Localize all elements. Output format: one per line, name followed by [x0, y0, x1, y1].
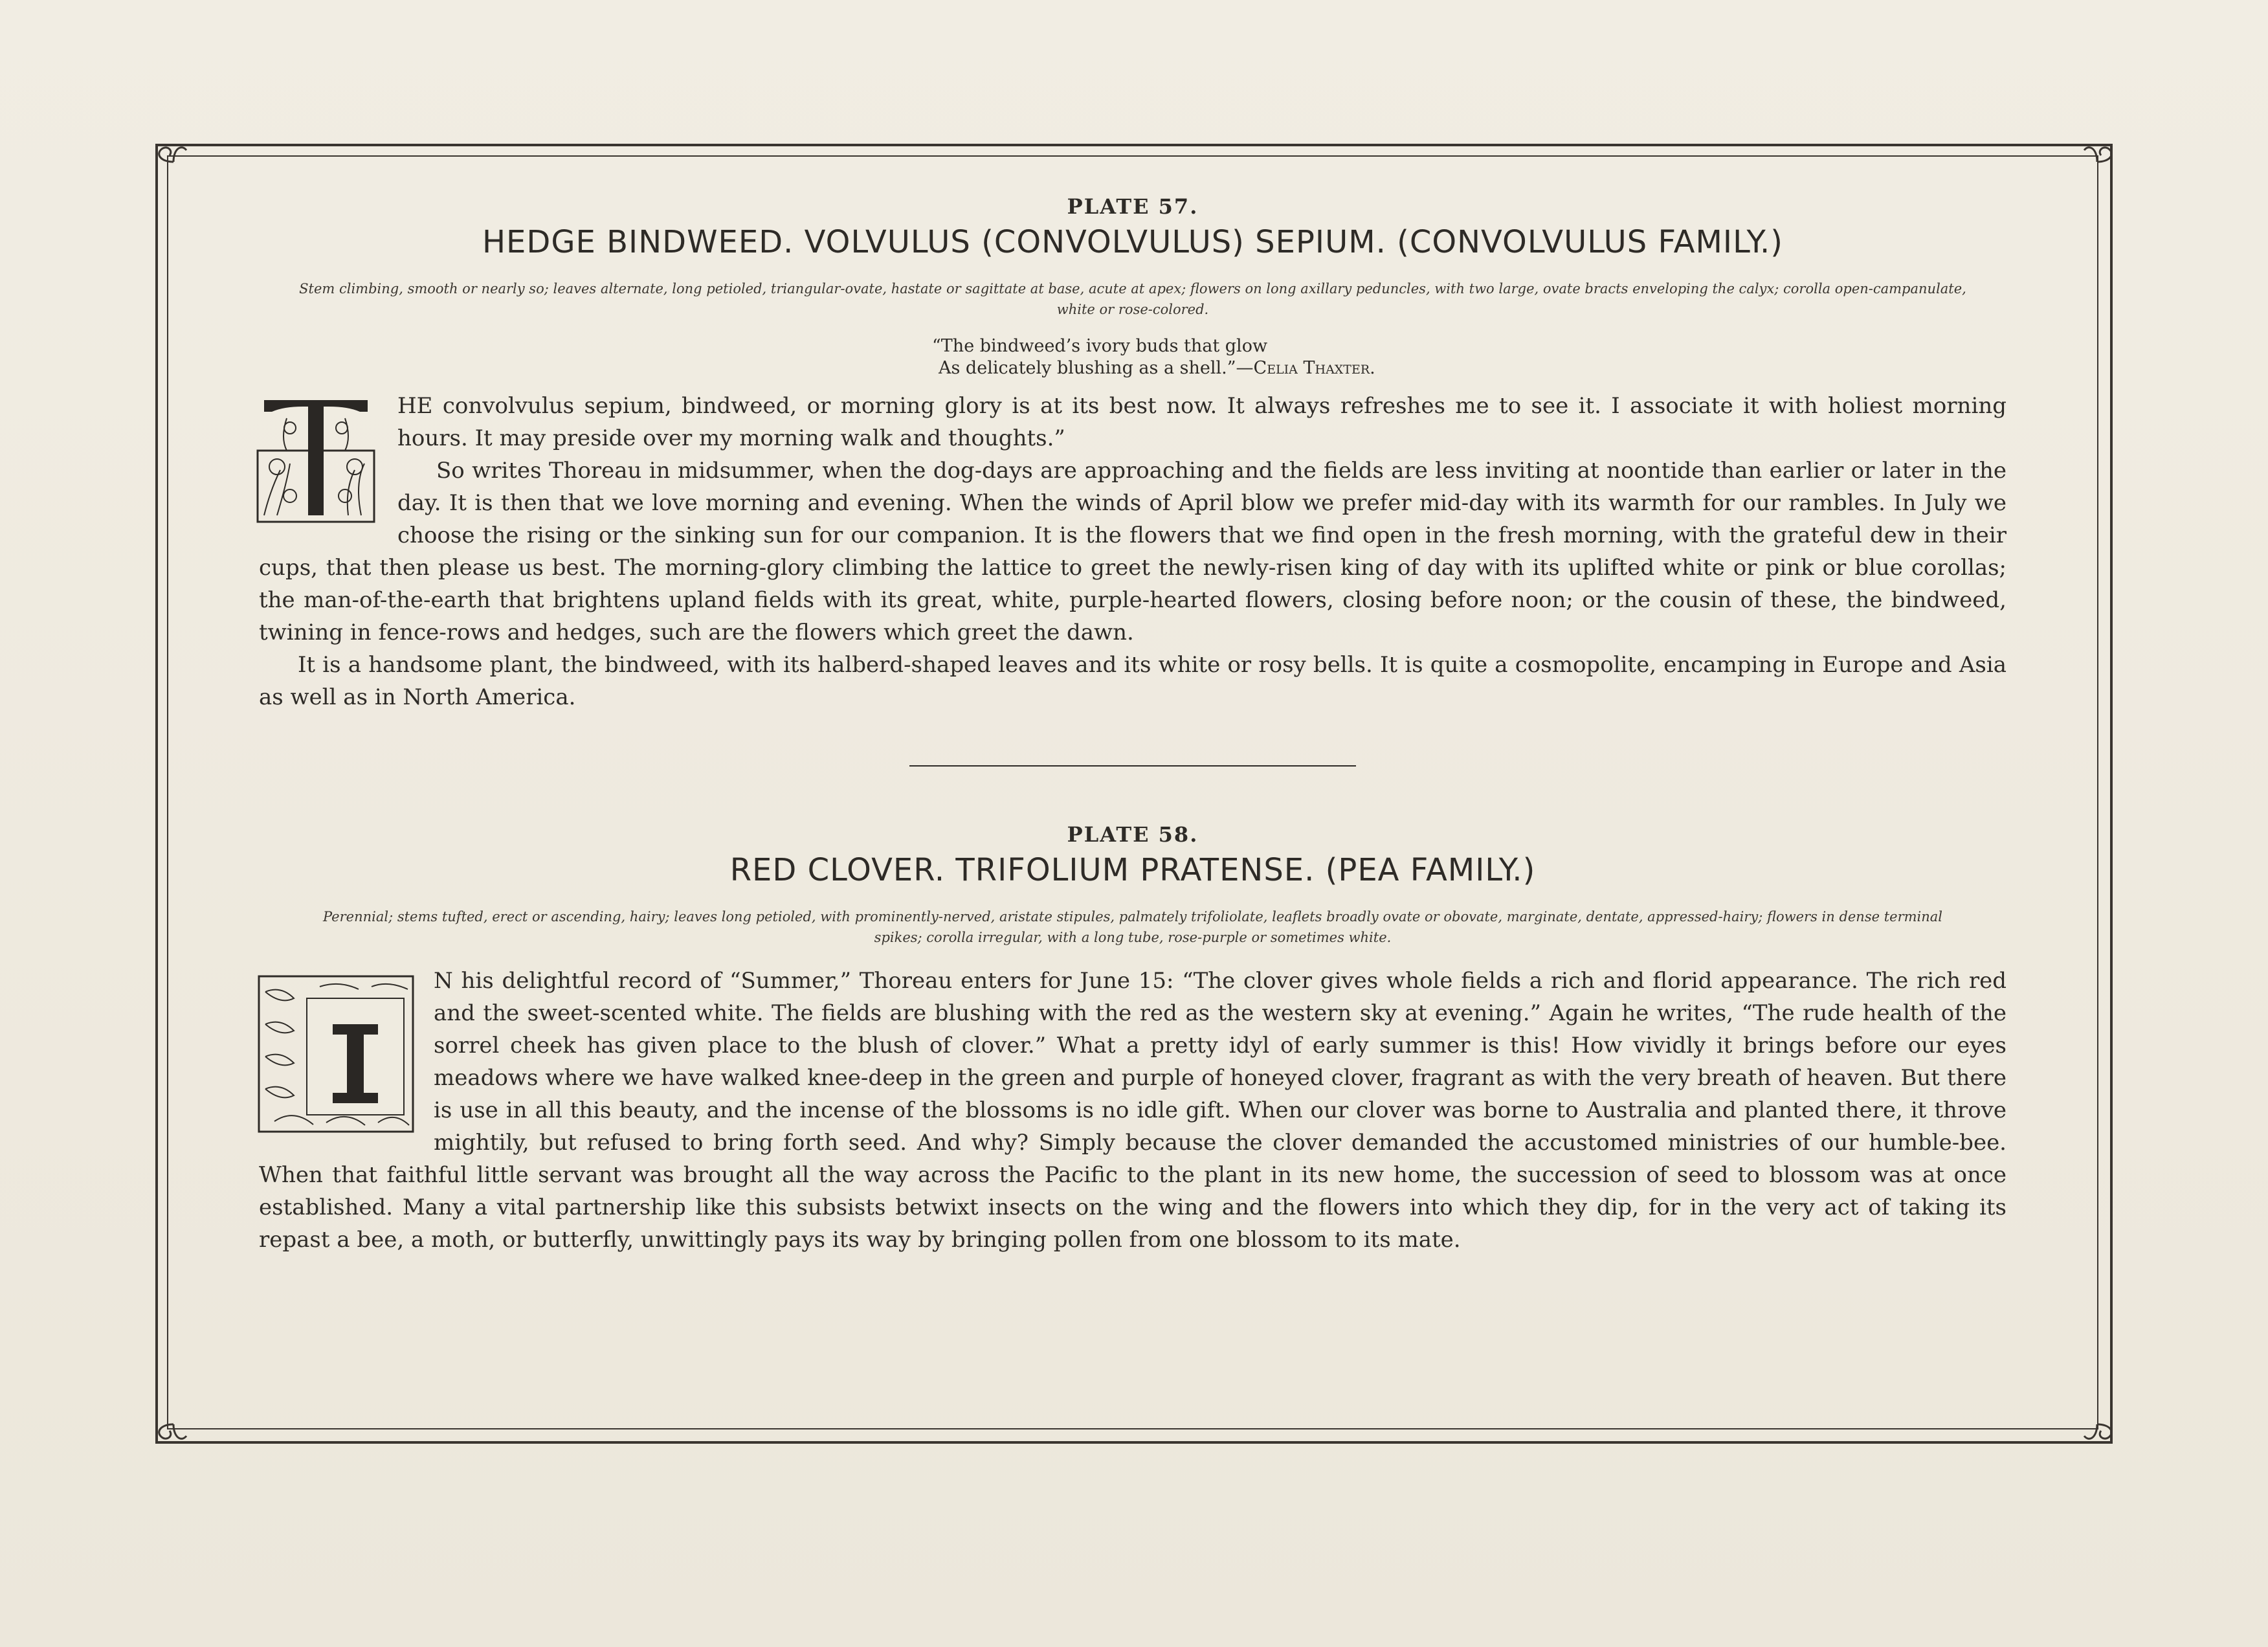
plate-number: PLATE 57.: [1067, 194, 1199, 219]
plate-57-section: [259, 194, 2007, 713]
ornamental-initial-i-icon: [255, 972, 417, 1136]
plate-number: PLATE 58.: [1067, 822, 1199, 847]
plate-58-section: [259, 822, 2007, 1256]
corner-ornament-icon: [148, 136, 199, 188]
epigraph: [932, 335, 2007, 379]
epigraph-attribution: Celia Thaxter.: [1253, 358, 1375, 378]
corner-ornament-icon: [148, 1398, 199, 1450]
epigraph-line: “The bindweed’s ivory buds that glow: [932, 336, 1268, 356]
page-content: [259, 194, 2007, 1424]
epigraph-line: As delicately blushing as a shell.”—: [939, 358, 1254, 378]
article-body: [259, 965, 2007, 1256]
botanical-description: Stem climbing, smooth or nearly so; leaves alternate, long petioled, triangular-ovate, hastate or sagittate at base, acute at apex; flowers on long axillary peduncles, with two large, ovate bracts enveloping the calyx; corolla open-campanulate, white or rose-colored.: [299, 281, 1966, 317]
section-divider: [909, 765, 1356, 767]
corner-ornament-icon: [2071, 136, 2123, 188]
paragraph: It is a handsome plant, the bindweed, with its halberd-shaped leaves and its white or rosy bells. It is quite a cosmopolite, encamping in Europe and Asia as well as in North America.: [259, 652, 2007, 710]
epigraph-line-2: [932, 357, 2007, 379]
article-body: [259, 390, 2007, 713]
paragraph: So writes Thoreau in midsummer, when the dog-days are approaching and the fields are less inviting at noontide than earlier or later in the day. It is then that we love morning and evening. When the winds of April blow we prefer mid-day with its warmth for our rambles. In July we choose the rising or the sinking sun for our companion. It is the flowers that we find open in the fresh morning, with the grateful dew in their cups, that then please us best. The morning-glory climbing the lattice to greet the newly-risen king of day with its uplifted white or pink or blue corollas; the man-of-the-earth that brightens upland fields with its great, white, purple-hearted flowers, closing before noon; or the cousin of these, the bindweed, twining in fence-rows and hedges, such are the flowers which greet the dawn.: [259, 458, 2007, 645]
botanical-description: Perennial; stems tufted, erect or ascending, hairy; leaves long petioled, with prominently-nerved, aristate stipules, palmately trifoliolate, leaflets broadly ovate or obovate, marginate, dentate, appressed-hairy; flowers in dense terminal spikes; corolla irregular, with a long tube, rose-purple or sometimes white.: [322, 909, 1943, 945]
ornamental-initial-t-icon: [251, 392, 381, 528]
paragraph: N his delightful record of “Summer,” Thoreau enters for June 15: “The clover gives whole fields a rich and florid appearance. The rich red and the sweet-scented white. The fields are blushing with the red as the western sky at evening.” Again he writes, “The rude health of the sorrel cheek has given place to the blush of clover.” What a pretty idyl of early summer is this! How vividly it brings before our eyes meadows where we have walked knee-deep in the green and purple of honeyed clover, fragrant as with the very breath of heaven. But there is use in all this beauty, and the incense of the blossoms is no idle gift. When our clover was borne to Australia and planted there, it throve mightily, but refused to bring forth seed. And why? Simply because the clover demanded the accustomed ministries of our humble-bee. When that faithful little servant was brought all the way across the Pacific to the plant in its new home, the succession of seed to blossom was at once established. Many a vital partnership like this subsists betwixt insects on the wing and the flowers into which they dip, for in the very act of taking its repast a bee, a moth, or butterfly, unwittingly pays its way by bringing pollen from one blossom to its mate.: [259, 968, 2007, 1253]
paragraph: HE convolvulus sepium, bindweed, or morning glory is at its best now. It always refreshes me to see it. I associate it with holiest morning hours. It may preside over my morning walk and thoughts.”: [397, 393, 2007, 451]
plate-title: RED CLOVER. TRIFOLIUM PRATENSE. (PEA FAMILY.): [729, 852, 1536, 888]
plate-title: HEDGE BINDWEED. VOLVULUS (CONVOLVULUS) SEPIUM. (CONVOLVULUS FAMILY.): [482, 224, 1784, 260]
corner-ornament-icon: [2071, 1398, 2123, 1450]
